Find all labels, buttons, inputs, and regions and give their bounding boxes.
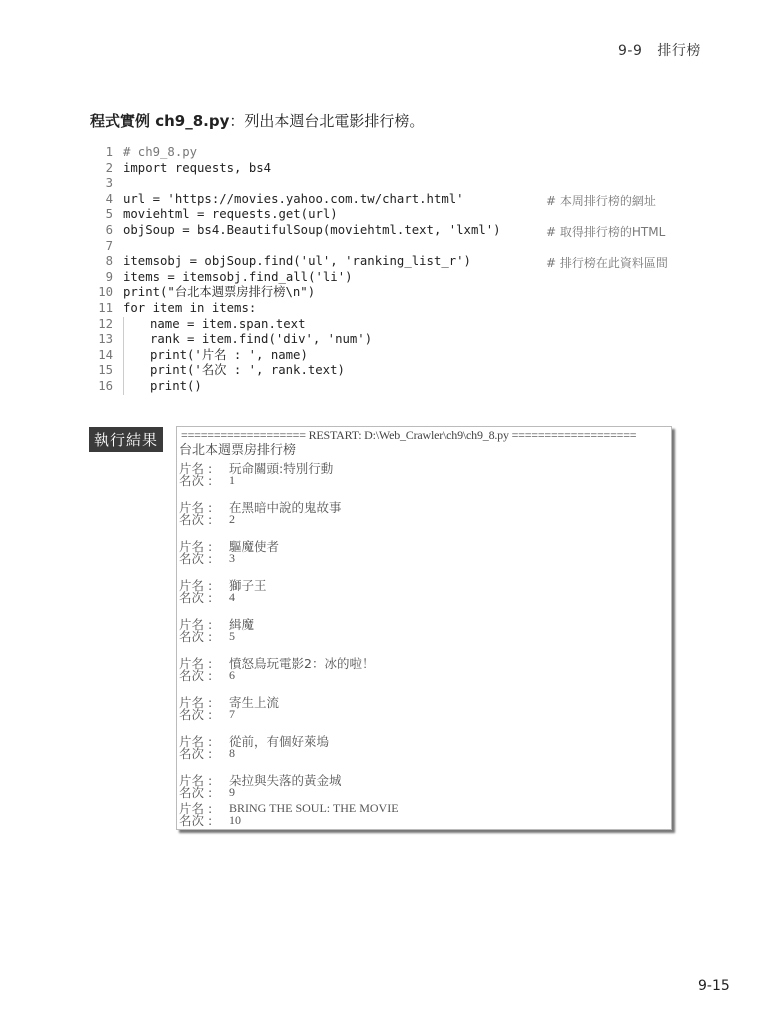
indent-guide — [123, 348, 124, 364]
movie-rank: 10 — [229, 812, 241, 827]
code-text: import requests, bs4 — [123, 160, 272, 175]
line-number: 8 — [105, 254, 113, 269]
indent-guide — [123, 317, 124, 333]
rank-key: 名次 : — [179, 784, 213, 800]
code-line — [95, 285, 501, 301]
restart-line: =================== RESTART: D:\Web_Crawler\ch9\ch9_8.py =================== — [181, 428, 637, 442]
code-line — [95, 301, 501, 317]
code-comment: # 排行榜在此資料區間 — [546, 256, 668, 270]
movie-name: 獅子王 — [229, 578, 267, 593]
code-text: name = item.span.text — [150, 316, 306, 331]
name-key: 片名 : — [179, 461, 213, 476]
movie-name: 朵拉與失落的黃金城 — [229, 773, 342, 788]
code-line — [95, 348, 501, 364]
line-number: 2 — [105, 160, 113, 175]
movie-name: 憤怒鳥玩電影2：冰的啦！ — [229, 656, 375, 671]
name-key: 片名 : — [179, 539, 213, 554]
rank-key: 名次 : — [179, 550, 213, 566]
line-number: 9 — [105, 269, 113, 284]
line-number: 12 — [98, 316, 113, 331]
rank-key: 名次 : — [179, 628, 213, 644]
code-text: url = 'https://movies.yahoo.com.tw/chart.html' — [123, 191, 464, 206]
code-line — [95, 317, 501, 333]
code-line — [95, 223, 501, 239]
output-entry — [179, 697, 279, 720]
code-text: print('名次 : ', rank.text) — [150, 363, 345, 378]
code-text: rank = item.find('div', 'num') — [150, 332, 373, 347]
name-key: 片名 : — [179, 617, 213, 632]
output-entry — [179, 658, 374, 681]
movie-rank: 2 — [229, 511, 235, 526]
code-line — [95, 207, 501, 223]
rank-key: 名次 : — [179, 511, 213, 527]
code-text: items = itemsobj.find_all('li') — [123, 269, 353, 284]
example-label: 程式實例 ch9_8.py — [90, 112, 230, 130]
code-text: itemsobj = objSoup.find('ul', 'ranking_list_r') — [123, 254, 471, 269]
line-number: 4 — [105, 191, 113, 206]
code-comment: # 本周排行榜的網址 — [546, 194, 656, 208]
code-text: objSoup = bs4.BeautifulSoup(moviehtml.text, 'lxml') — [123, 222, 501, 237]
output-entry — [179, 463, 333, 486]
line-number: 11 — [98, 300, 113, 315]
rank-key: 名次 : — [179, 812, 213, 828]
line-number: 1 — [105, 145, 113, 159]
code-line — [95, 161, 501, 177]
output-entry — [179, 736, 329, 759]
line-number: 10 — [98, 285, 113, 300]
name-key: 片名 : — [179, 734, 213, 749]
page-number: 9-15 — [698, 978, 730, 994]
output-entry — [179, 619, 254, 642]
code-text: print("台北本週票房排行榜\n") — [123, 285, 316, 300]
line-number: 5 — [105, 207, 113, 222]
code-comment: # 取得排行榜的HTML — [546, 225, 666, 239]
code-line — [95, 176, 501, 192]
movie-rank: 6 — [229, 667, 235, 682]
console-output — [176, 426, 672, 830]
movie-rank: 5 — [229, 628, 235, 643]
rank-key: 名次 : — [179, 472, 213, 488]
movie-name: 寄生上流 — [229, 695, 280, 710]
indent-guide — [123, 379, 124, 395]
rank-key: 名次 : — [179, 745, 213, 761]
example-description: 列出本週台北電影排行榜。 — [244, 112, 425, 130]
output-entry — [179, 803, 399, 826]
name-key: 片名 : — [179, 578, 213, 593]
line-number: 7 — [105, 238, 113, 253]
code-line — [95, 192, 501, 208]
line-number: 6 — [105, 222, 113, 237]
movie-rank: 8 — [229, 745, 235, 760]
rank-key: 名次 : — [179, 667, 213, 683]
example-title — [90, 110, 424, 131]
name-key: 片名 : — [179, 695, 213, 710]
code-line — [95, 270, 501, 286]
line-number: 16 — [98, 378, 113, 393]
line-number: 14 — [98, 347, 113, 362]
code-text: print('片名 : ', name) — [150, 347, 308, 362]
output-entry — [179, 541, 279, 564]
code-line — [95, 332, 501, 348]
indent-guide — [123, 363, 124, 379]
rank-key: 名次 : — [179, 706, 213, 722]
movie-rank: 1 — [229, 472, 235, 487]
code-text: # ch9_8.py — [123, 145, 198, 159]
movie-name: 玩命關頭:特別行動 — [229, 461, 334, 476]
output-entry — [179, 580, 267, 603]
movie-name: 在黑暗中說的鬼故事 — [229, 500, 342, 515]
name-key: 片名 : — [179, 773, 213, 788]
result-label: 執行結果 — [89, 427, 163, 452]
code-line — [95, 145, 501, 161]
output-entry — [179, 775, 342, 798]
rank-key: 名次 : — [179, 589, 213, 605]
movie-rank: 7 — [229, 706, 235, 721]
code-text: moviehtml = requests.get(url) — [123, 207, 338, 222]
output-entry — [179, 502, 342, 525]
code-line — [95, 254, 501, 270]
name-key: 片名 : — [179, 801, 213, 816]
code-text: print() — [150, 378, 202, 393]
line-number: 3 — [105, 176, 113, 191]
movie-name: 從前，有個好萊塢 — [229, 734, 330, 749]
movie-rank: 4 — [229, 589, 235, 604]
section-title: 排行榜 — [657, 43, 701, 59]
output-title: 台北本週票房排行榜 — [179, 443, 297, 458]
movie-name: 緝魔 — [229, 617, 255, 632]
running-header — [618, 40, 701, 60]
movie-name: BRING THE SOUL: THE MOVIE — [229, 801, 399, 815]
code-line — [95, 239, 501, 255]
movie-rank: 9 — [229, 784, 235, 799]
section-number: 9-9 — [618, 43, 643, 59]
example-separator: ： — [229, 112, 245, 130]
code-listing — [95, 145, 501, 395]
movie-rank: 3 — [229, 550, 235, 565]
code-line — [95, 363, 501, 379]
movie-name: 驅魔使者 — [229, 539, 280, 554]
line-number: 13 — [98, 332, 113, 347]
code-line — [95, 379, 501, 395]
line-number: 15 — [98, 363, 113, 378]
name-key: 片名 : — [179, 500, 213, 515]
code-text: for item in items: — [123, 300, 257, 315]
name-key: 片名 : — [179, 656, 213, 671]
indent-guide — [123, 332, 124, 348]
